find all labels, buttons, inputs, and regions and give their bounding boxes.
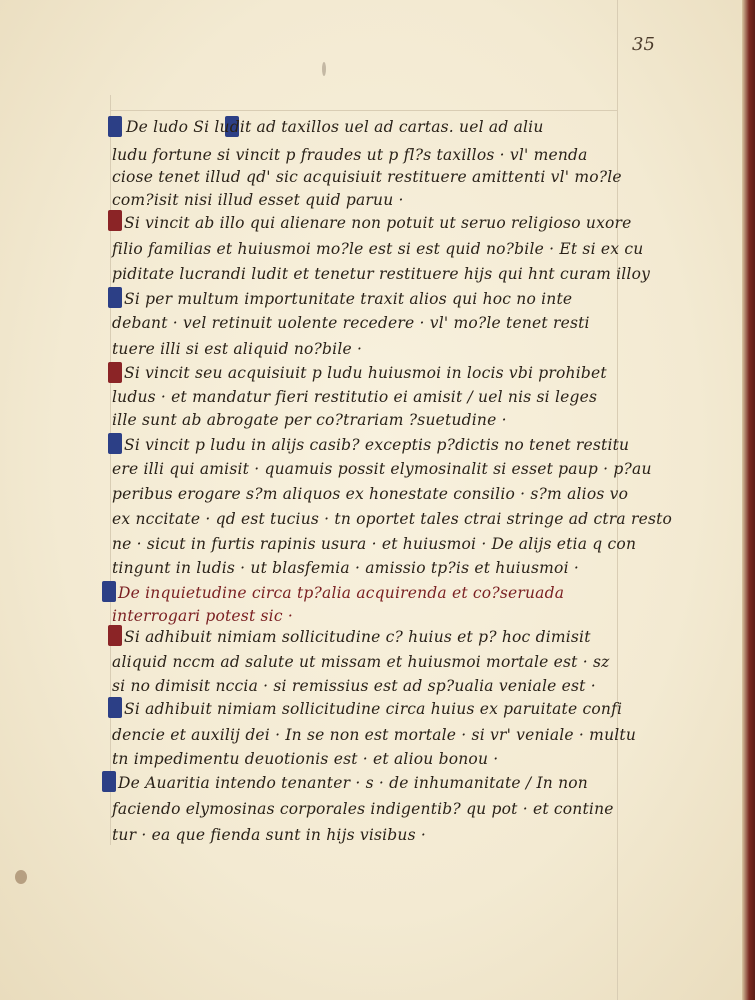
text-line: filio familias et huiusmoi mo?le est si est quid no?bile · Et si ex cu <box>112 240 644 258</box>
red-initial <box>108 362 122 383</box>
text-line: aliquid nccm ad salute ut missam et huiusmoi mortale est · sz <box>112 653 610 671</box>
text-line: ex nccitate · qd est tucius · tn oportet tales ctrai stringe ad ctra resto <box>112 510 673 528</box>
top-ruling <box>110 110 618 111</box>
text-line: tuere illi si est aliquid no?bile · <box>112 340 363 358</box>
text-line: dencie et auxilij dei · In se non est mortale · si vr' veniale · multu <box>112 726 637 744</box>
text-line: tingunt in ludis · ut blasfemia · amissio tp?is et huiusmoi · <box>112 559 579 577</box>
text-line: De Auaritia intendo tenanter · s · de inhumanitate / In non <box>118 774 588 792</box>
text-line: ille sunt ab abrogate per co?trariam ?suetudine · <box>112 411 507 429</box>
blue-initial <box>102 771 116 792</box>
text-line: ciose tenet illud qd' sic acquisiuit restituere amittenti vl' mo?le <box>112 168 622 186</box>
text-line: ludus · et mandatur fieri restitutio ei amisit / uel nis si leges <box>112 388 598 406</box>
blue-initial <box>108 116 122 137</box>
text-line: piditate lucrandi ludit et tenetur restituere hijs qui hnt curam illoy <box>112 265 651 283</box>
blue-initial <box>108 697 122 718</box>
text-line: Si per multum importunitate traxit alios qui hoc no inte <box>124 290 573 308</box>
text-line: debant · vel retinuit uolente recedere · vl' mo?le tenet resti <box>112 314 590 332</box>
text-line: faciendo elymosinas corporales indigentib? qu pot · et contine <box>112 800 614 818</box>
rubric-heading: interrogari potest sic · <box>112 607 293 625</box>
page-edge-binding <box>742 0 755 1000</box>
text-line: Si adhibuit nimiam sollicitudine c? huius et p? hoc dimisit <box>124 628 591 646</box>
text-line: Si adhibuit nimiam sollicitudine circa huius ex paruitate confi <box>124 700 623 718</box>
text-line: si no dimisit nccia · si remissius est ad sp?ualia veniale est · <box>112 677 596 695</box>
text-line: ludu fortune si vincit p fraudes ut p fl?s taxillos · vl' menda <box>112 146 588 164</box>
text-line: com?isit nisi illud esset quid paruu · <box>112 191 404 209</box>
red-initial <box>108 210 122 231</box>
text-line: ere illi qui amisit · quamuis possit elymosinalit si esset paup · p?au <box>112 460 652 478</box>
blue-initial <box>108 287 122 308</box>
text-line: tur · ea que fienda sunt in hijs visibus · <box>112 826 426 844</box>
margin-ruling-left <box>110 95 111 845</box>
ink-stain <box>15 870 27 884</box>
blue-initial <box>102 581 116 602</box>
text-line: De ludo Si ludit ad taxillos uel ad cartas. uel ad aliu <box>126 118 544 136</box>
text-line: Si vincit p ludu in alijs casib? exceptis p?dictis no tenet restitu <box>124 436 630 454</box>
red-initial <box>108 625 122 646</box>
blue-initial <box>108 433 122 454</box>
text-line: tn impedimentu deuotionis est · et aliou bonou · <box>112 750 499 768</box>
rubric-heading: De inquietudine circa tp?alia acquirenda et co?seruada <box>118 584 565 602</box>
folio-number: 35 <box>632 34 655 55</box>
text-line: peribus erogare s?m aliquos ex honestate consilio · s?m alios vo <box>112 485 629 503</box>
text-line: Si vincit ab illo qui alienare non potuit ut seruo religioso uxore <box>124 214 632 232</box>
text-line: ne · sicut in furtis rapinis usura · et huiusmoi · De alijs etia q con <box>112 535 637 553</box>
text-line: Si vincit seu acquisiuit p ludu huiusmoi in locis vbi prohibet <box>124 364 607 382</box>
ink-mark <box>322 62 326 76</box>
